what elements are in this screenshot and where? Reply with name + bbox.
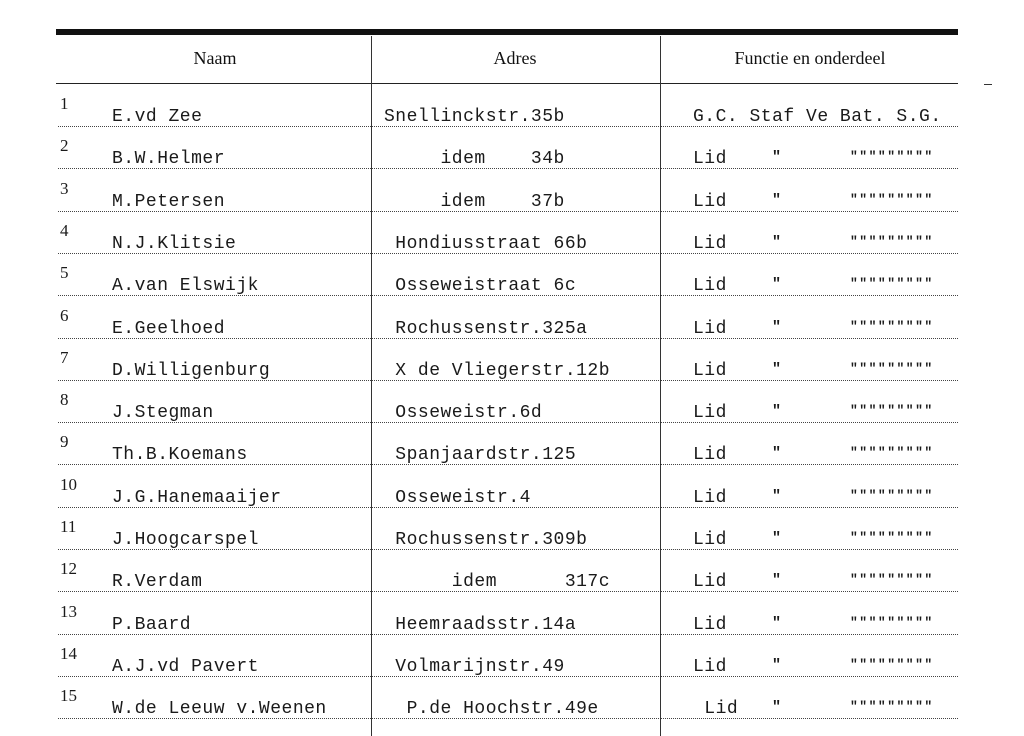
table-row — [0, 344, 1024, 386]
member-name: M.Petersen — [112, 191, 226, 212]
ditto-marks: """"""""" — [850, 318, 934, 334]
row-number: 4 — [60, 220, 69, 240]
member-function: Lid — [693, 530, 727, 550]
dotted-line — [58, 422, 371, 423]
header-address: Adres — [493, 48, 537, 68]
member-name: J.Stegman — [112, 403, 214, 424]
ditto-mark: " — [772, 487, 783, 505]
dotted-line — [372, 126, 659, 127]
dotted-line — [661, 338, 958, 339]
member-address: Rochussenstr.309b — [384, 530, 588, 550]
dotted-line — [372, 253, 659, 254]
ditto-marks: """"""""" — [850, 530, 934, 545]
ditto-mark: " — [772, 233, 783, 251]
dotted-line — [58, 126, 371, 127]
table-row — [0, 513, 1024, 555]
ditto-mark: " — [772, 656, 783, 674]
member-function: Lid — [693, 233, 727, 254]
dotted-line — [58, 295, 371, 296]
row-number: 3 — [60, 178, 69, 198]
dotted-line — [661, 464, 958, 465]
dotted-line — [372, 549, 659, 550]
member-address: Osseweistr.6d — [384, 403, 543, 424]
dotted-line — [372, 676, 659, 677]
member-address: Volmarijnstr.49 — [384, 656, 565, 677]
member-address: X de Vliegerstr.12b — [384, 360, 611, 381]
table-row — [0, 428, 1024, 470]
ditto-marks: """"""""" — [850, 149, 934, 165]
table-row — [0, 217, 1024, 259]
ditto-marks: """"""""" — [850, 487, 934, 503]
member-address: Heemraadsstr.14a — [384, 614, 577, 635]
member-name: A.J.vd Pavert — [112, 656, 259, 677]
member-function: Lid — [693, 403, 727, 424]
dotted-line — [661, 507, 958, 508]
ditto-mark: " — [772, 149, 783, 167]
dotted-line — [661, 591, 958, 592]
member-address: Osseweistr.4 — [384, 487, 531, 508]
row-number: 15 — [60, 686, 77, 706]
member-name: Th.B.Koemans — [112, 445, 248, 466]
dotted-line — [661, 634, 958, 635]
member-address: idem 37b — [384, 191, 565, 212]
dotted-line — [661, 253, 958, 254]
ditto-marks: """"""""" — [850, 233, 934, 249]
member-function: Lid — [693, 318, 727, 339]
header-rule — [56, 83, 958, 84]
member-name: J.Hoogcarspel — [112, 530, 259, 550]
ditto-mark: " — [772, 276, 783, 294]
dotted-line — [58, 676, 371, 677]
member-name: P.Baard — [112, 614, 192, 635]
dotted-line — [661, 211, 958, 212]
dotted-line — [372, 634, 659, 635]
member-address: P.de Hoochstr.49e — [384, 699, 599, 720]
table-row — [0, 640, 1024, 682]
table-row — [0, 175, 1024, 217]
ditto-marks: """"""""" — [850, 699, 934, 715]
row-number: 13 — [60, 601, 77, 621]
member-name: E.Geelhoed — [112, 318, 226, 339]
member-function: Lid — [693, 572, 727, 593]
row-number: 8 — [60, 390, 69, 410]
dotted-line — [58, 464, 371, 465]
dotted-line — [58, 211, 371, 212]
dotted-line — [372, 507, 659, 508]
row-number: 5 — [60, 263, 69, 283]
dotted-line — [58, 507, 371, 508]
member-function: G.C. Staf Ve Bat. S.G. — [693, 107, 942, 127]
row-number: 6 — [60, 305, 69, 325]
ditto-marks: """"""""" — [850, 191, 934, 207]
table-row — [0, 259, 1024, 301]
ditto-mark: " — [772, 614, 783, 632]
table-row — [0, 386, 1024, 428]
dotted-line — [372, 211, 659, 212]
header-function: Functie en onderdeel — [734, 48, 886, 68]
row-number: 2 — [60, 136, 69, 156]
member-name: A.van Elswijk — [112, 276, 259, 297]
table-row — [0, 471, 1024, 513]
top-rule — [56, 29, 958, 35]
table-row — [0, 682, 1024, 724]
dotted-line — [372, 464, 659, 465]
member-name: R.Verdam — [112, 572, 203, 593]
dotted-line — [58, 549, 371, 550]
ditto-marks: """"""""" — [850, 656, 934, 672]
dotted-line — [661, 168, 958, 169]
member-address: Osseweistraat 6c — [384, 276, 577, 297]
row-number: 12 — [60, 559, 77, 579]
dotted-line — [58, 591, 371, 592]
dotted-line — [58, 718, 371, 719]
ditto-mark: " — [772, 530, 783, 547]
ditto-mark: " — [772, 318, 783, 336]
member-function: Lid — [693, 445, 727, 466]
member-function: Lid — [693, 191, 727, 212]
member-address: idem 34b — [384, 149, 565, 170]
margin-mark — [984, 84, 992, 85]
dotted-line — [372, 718, 659, 719]
member-address: Hondiusstraat 66b — [384, 233, 588, 254]
ditto-marks: """"""""" — [850, 572, 934, 588]
row-number: 9 — [60, 432, 69, 452]
dotted-line — [372, 338, 659, 339]
member-name: E.vd Zee — [112, 107, 203, 127]
member-address: idem 317c — [384, 572, 611, 593]
row-number: 11 — [60, 517, 77, 536]
member-function: Lid — [693, 149, 727, 170]
dotted-line — [372, 591, 659, 592]
member-name: J.G.Hanemaaijer — [112, 487, 282, 508]
dotted-line — [58, 380, 371, 381]
ditto-mark: " — [772, 360, 783, 378]
row-number: 10 — [60, 474, 77, 494]
table-row — [0, 132, 1024, 174]
dotted-line — [58, 168, 371, 169]
member-name: W.de Leeuw v.Weenen — [112, 699, 327, 720]
member-function: Lid — [693, 699, 739, 720]
table-row — [0, 302, 1024, 344]
member-address: Spanjaardstr.125 — [384, 445, 577, 466]
member-address: Rochussenstr.325a — [384, 318, 588, 339]
member-name: B.W.Helmer — [112, 149, 226, 170]
dotted-line — [58, 634, 371, 635]
table-row — [0, 598, 1024, 640]
dotted-line — [661, 422, 958, 423]
ditto-marks: """"""""" — [850, 614, 934, 630]
member-function: Lid — [693, 487, 727, 508]
member-function: Lid — [693, 360, 727, 381]
ditto-mark: " — [772, 699, 783, 717]
ditto-mark: " — [772, 403, 783, 421]
dotted-line — [58, 253, 371, 254]
ditto-marks: """"""""" — [850, 445, 934, 461]
member-address: Snellinckstr.35b — [384, 107, 565, 127]
dotted-line — [372, 422, 659, 423]
ditto-mark: " — [772, 191, 783, 209]
dotted-line — [661, 718, 958, 719]
dotted-line — [661, 549, 958, 550]
table-row — [0, 90, 1024, 132]
ditto-mark: " — [772, 445, 783, 463]
dotted-line — [372, 168, 659, 169]
dotted-line — [661, 126, 958, 127]
member-name: N.J.Klitsie — [112, 233, 237, 254]
row-number: 1 — [60, 94, 69, 113]
dotted-line — [661, 676, 958, 677]
dotted-line — [661, 380, 958, 381]
ditto-marks: """"""""" — [850, 276, 934, 292]
ditto-mark: " — [772, 572, 783, 590]
member-function: Lid — [693, 656, 727, 677]
dotted-line — [372, 380, 659, 381]
member-function: Lid — [693, 614, 727, 635]
ditto-marks: """"""""" — [850, 403, 934, 419]
dotted-line — [58, 338, 371, 339]
member-function: Lid — [693, 276, 727, 297]
row-number: 7 — [60, 347, 69, 367]
member-name: D.Willigenburg — [112, 360, 271, 381]
row-number: 14 — [60, 643, 77, 663]
header-name: Naam — [193, 48, 237, 68]
ditto-marks: """"""""" — [850, 360, 934, 376]
table-row — [0, 555, 1024, 597]
dotted-line — [661, 295, 958, 296]
dotted-line — [372, 295, 659, 296]
